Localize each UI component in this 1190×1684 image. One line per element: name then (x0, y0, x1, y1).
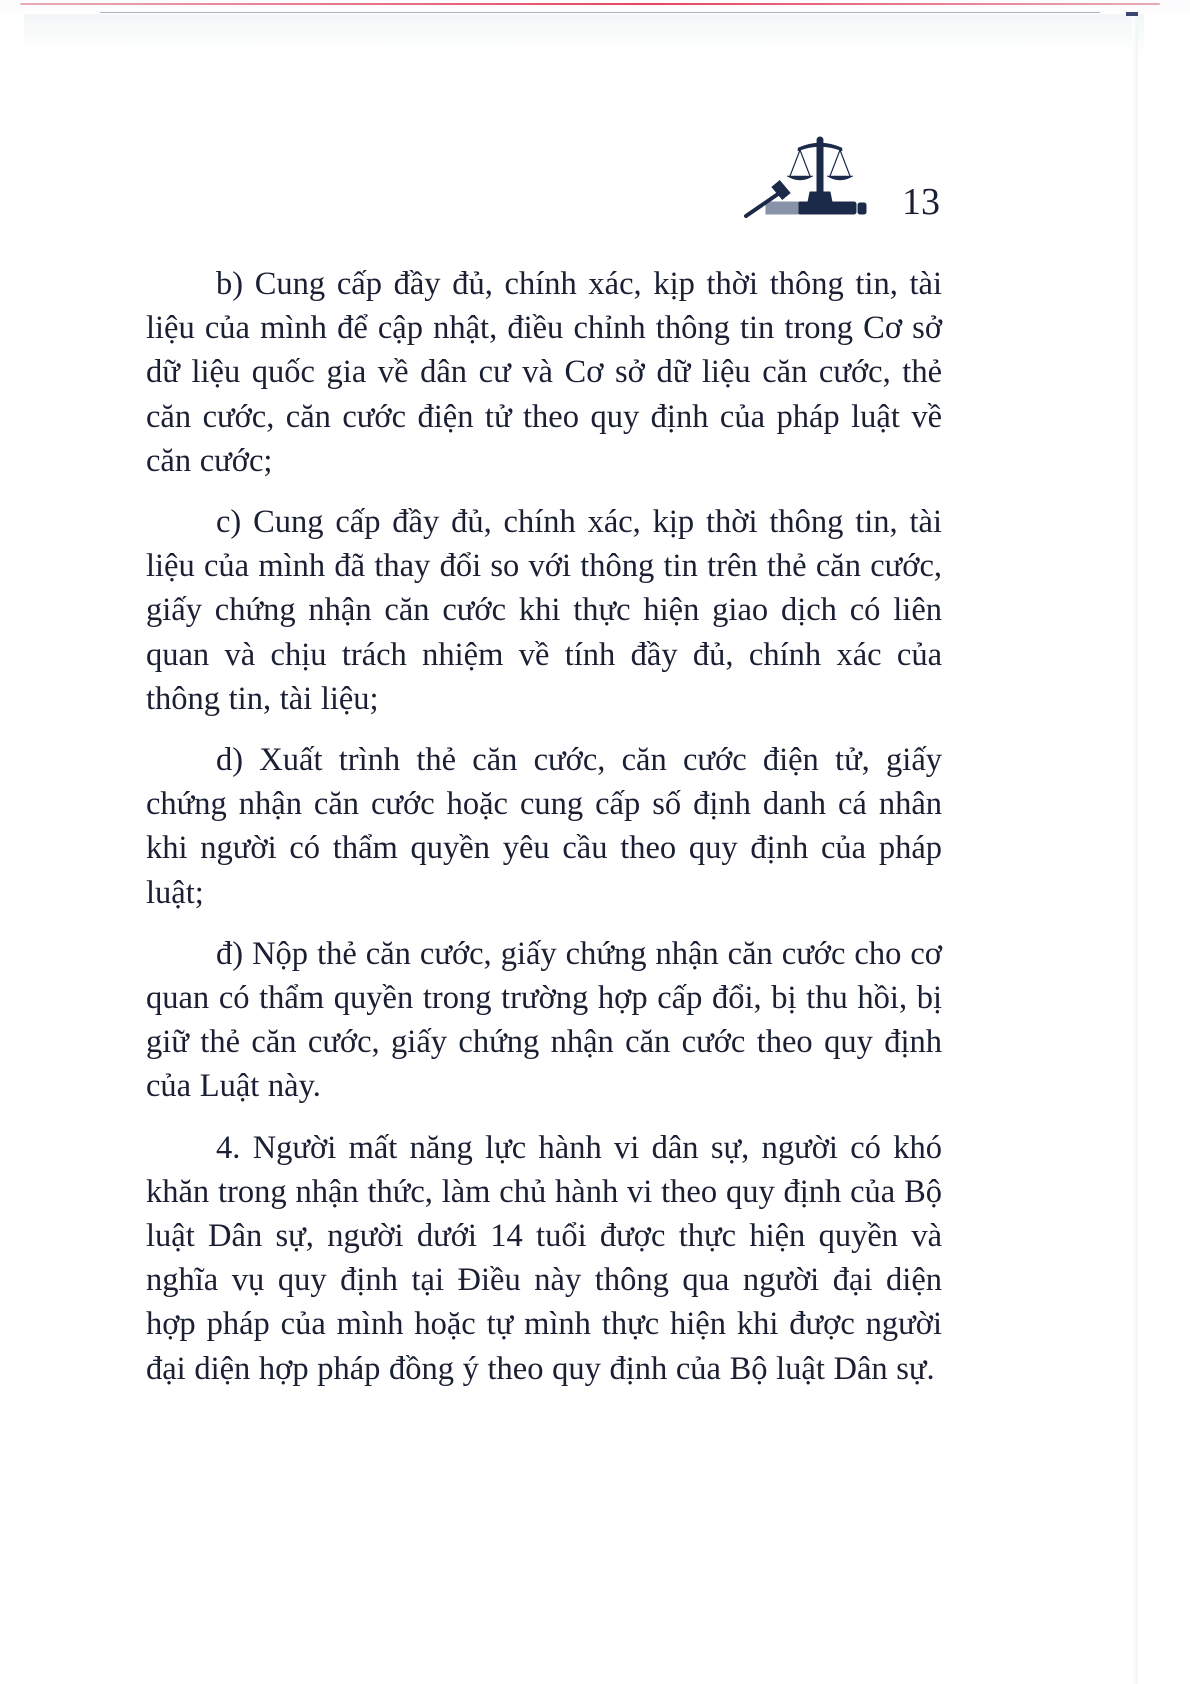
paragraph-4: 4. Người mất năng lực hành vi dân sự, người có khó khăn trong nhận thức, làm chủ hành vi theo quy định của Bộ luật Dân sự, người dưới 14 tuổi được thực hiện quyền và nghĩa vụ quy định tại Điều này thông qua người đại diện hợp pháp của mình hoặc tự mình thực hiện khi được người đại diện hợp pháp đồng ý theo quy định của Bộ luật Dân sự. (146, 1129, 942, 1387)
page-header (740, 130, 970, 225)
page-right-edge (1132, 14, 1138, 1684)
page-shadow (24, 14, 1144, 54)
corner-mark (1126, 12, 1138, 16)
page-number: 13 (902, 181, 940, 223)
paragraph-c: c) Cung cấp đầy đủ, chính xác, kịp thời thông tin, tài liệu của mình đã thay đổi so với thông tin trên thẻ căn cước, giấy chứng nhận căn cước khi thực hiện giao dịch có liên quan và chịu trách nhiệm về tính đầy đủ, chính xác của thông tin, tài liệu; (146, 504, 942, 717)
document-body (146, 262, 942, 1408)
paragraph-b: b) Cung cấp đầy đủ, chính xác, kịp thời thông tin, tài liệu của mình để cập nhật, điều chỉnh thông tin trong Cơ sở dữ liệu quốc gia về dân cư và Cơ sở dữ liệu căn cước, thẻ căn cước, căn cước điện tử theo quy định của pháp luật về căn cước; (146, 266, 942, 479)
paragraph-dd: đ) Nộp thẻ căn cước, giấy chứng nhận căn cước cho cơ quan có thẩm quyền trong trường hợp cấp đổi, bị thu hồi, bị giữ thẻ căn cước, giấy chứng nhận căn cước theo quy định của Luật này. (146, 935, 942, 1105)
scales-of-justice-gavel-icon (740, 130, 880, 220)
paragraph-d: d) Xuất trình thẻ căn cước, căn cước điện tử, giấy chứng nhận căn cước hoặc cung cấp số định danh cá nhân khi người có thẩm quyền yêu cầu theo quy định của pháp luật; (146, 742, 942, 911)
top-edge-grey-line (100, 12, 1100, 13)
top-edge-red-line (20, 3, 1160, 5)
